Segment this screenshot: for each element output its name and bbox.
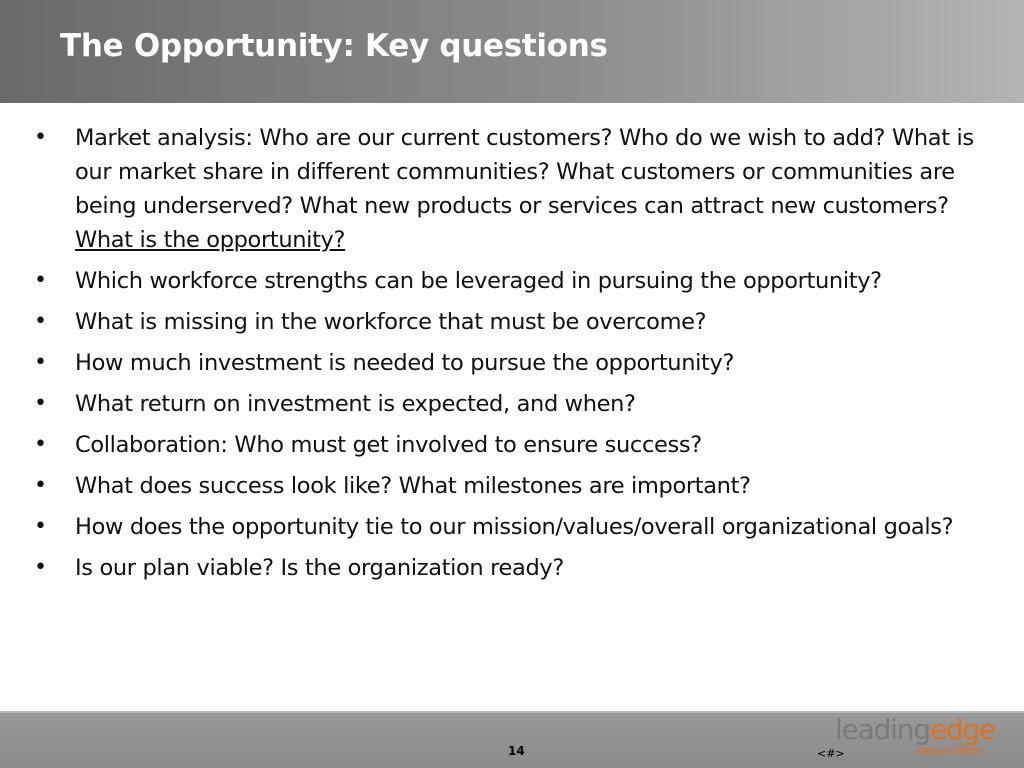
bullet-icon: • <box>34 309 47 334</box>
bullet-icon: • <box>34 125 47 150</box>
logo-word-leading: leading <box>835 713 930 746</box>
bullet-icon: • <box>34 350 47 375</box>
bullet-text: Which workforce strengths can be leveraged in pursuing the opportunity? <box>75 268 882 294</box>
bullet-text: What does success look like? What milestones are important? <box>75 473 751 499</box>
bullet-icon: • <box>34 268 47 293</box>
company-logo <box>835 715 1005 763</box>
bullet-item <box>32 387 982 421</box>
bullet-list <box>32 121 982 592</box>
logo-wordmark <box>835 715 995 745</box>
bullet-text: What return on investment is expected, and when? <box>75 391 636 417</box>
bullet-icon: • <box>34 473 47 498</box>
bullet-item <box>32 305 982 339</box>
bullet-item <box>32 551 982 585</box>
bullet-icon: • <box>34 555 47 580</box>
logo-subtitle: associates <box>918 743 983 757</box>
slide-title: The Opportunity: Key questions <box>60 28 608 64</box>
bullet-text: How much investment is needed to pursue the opportunity? <box>75 350 735 376</box>
title-bar <box>0 0 1024 103</box>
bullet-icon: • <box>34 391 47 416</box>
bullet-icon: • <box>34 514 47 539</box>
logo-word-edge: edge <box>929 713 996 746</box>
bullet-item <box>32 469 982 503</box>
bullet-item <box>32 428 982 462</box>
bullet-item <box>32 346 982 380</box>
bullet-item <box>32 510 982 544</box>
slide-number-placeholder: <#> <box>817 747 845 760</box>
bullet-icon: • <box>34 432 47 457</box>
page-number: 14 <box>508 744 525 758</box>
bullet-item <box>32 121 982 257</box>
bullet-text: Market analysis: Who are our current customers? Who do we wish to add? What is our market share in different communities? What customers or communities are being underserved? What new products or services can attract new customers? <box>75 125 974 219</box>
bullet-text: How does the opportunity tie to our mission/values/overall organizational goals? <box>75 514 954 540</box>
bullet-text: What is missing in the workforce that must be overcome? <box>75 309 707 335</box>
bullet-item <box>32 264 982 298</box>
bullet-text: Is our plan viable? Is the organization ready? <box>75 555 564 581</box>
opportunity-link[interactable]: What is the opportunity? <box>75 227 346 253</box>
bullet-text: Collaboration: Who must get involved to ensure success? <box>75 432 702 458</box>
